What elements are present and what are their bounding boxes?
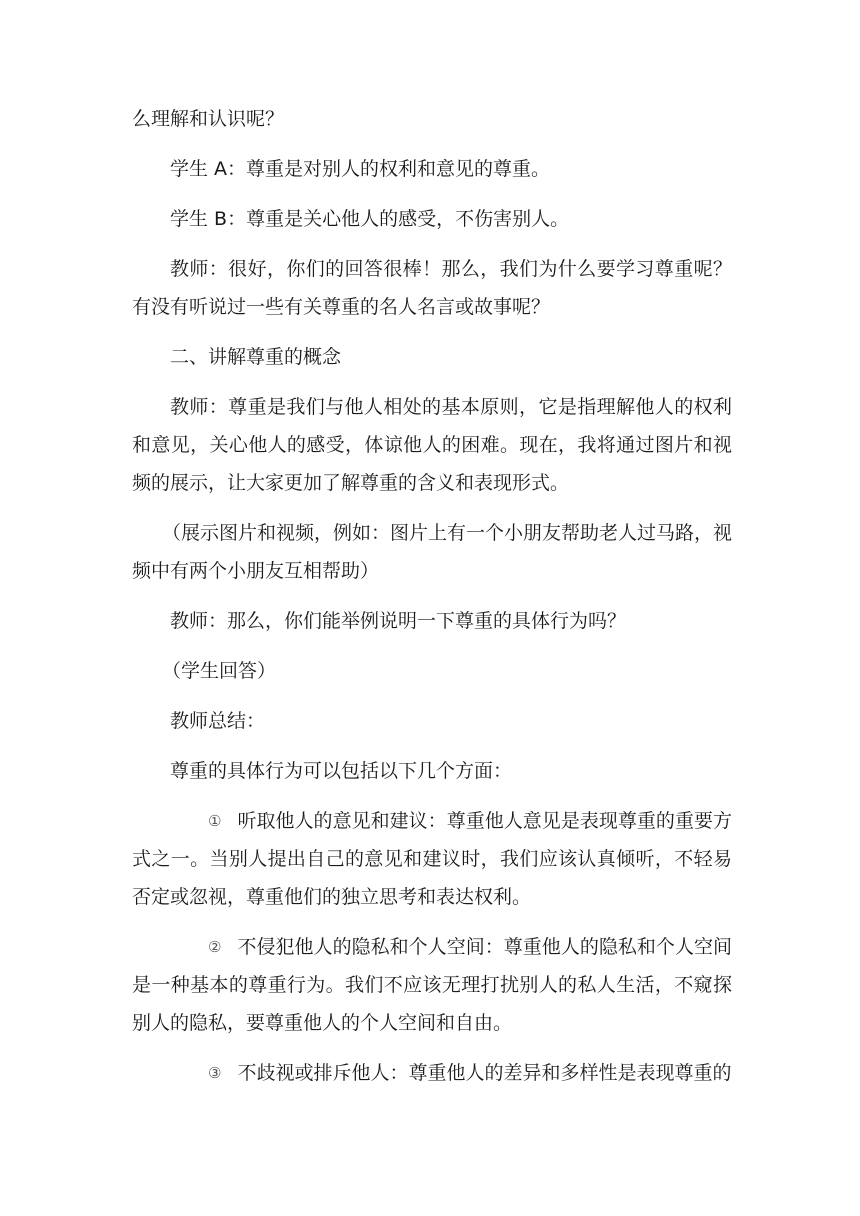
behavior-intro: 尊重的具体行为可以包括以下几个方面： [170, 760, 513, 782]
teacher-explanation: 教师：尊重是我们与他人相处的基本原则，它是指理解他人的权利和意见，关心他人的感受，体谅他人的困难。现在，我将通过图片和视频的展示，让大家更加了解尊重的含义和表现形式。 [132, 396, 732, 494]
document-body [132, 100, 732, 1104]
continuation-paragraph: 么理解和认识呢？ [132, 108, 285, 130]
list-item-text: 不歧视或排斥他人：尊重他人的差异和多样性是表现尊重的 [237, 1062, 732, 1084]
teacher-prompt: 教师：那么，你们能举例说明一下尊重的具体行为吗？ [170, 610, 627, 632]
teacher-question: 教师：很好，你们的回答很棒！那么，我们为什么要学习尊重呢？有没有听说过一些有关尊重的名人名言或故事呢？ [132, 258, 732, 318]
list-item-text: 听取他人的意见和建议：尊重他人意见是表现尊重的重要方式之一。当别人提出自己的意见和建议时，我们应该认真倾听，不轻易否定或忽视，尊重他们的独立思考和表达权利。 [132, 810, 732, 908]
list-marker: ② [208, 938, 222, 956]
media-note: （展示图片和视频，例如：图片上有一个小朋友帮助老人过马路，视频中有两个小朋友互相帮助） [132, 522, 733, 582]
student-a-answer: 学生 A：尊重是对别人的权利和意见的尊重。 [170, 158, 551, 180]
section-heading: 二、讲解尊重的概念 [170, 346, 342, 368]
list-marker: ① [208, 812, 222, 830]
list-marker: ③ [208, 1064, 222, 1082]
student-response-note: （学生回答） [162, 660, 277, 682]
student-b-answer: 学生 B：尊重是关心他人的感受，不伤害别人。 [170, 208, 570, 230]
list-item [132, 802, 732, 916]
teacher-summary-label: 教师总结： [170, 710, 266, 732]
list-item [132, 1054, 732, 1092]
list-item [132, 928, 732, 1042]
list-item-text: 不侵犯他人的隐私和个人空间：尊重他人的隐私和个人空间是一种基本的尊重行为。我们不应该无理打扰别人的私人生活，不窥探别人的隐私，要尊重他人的个人空间和自由。 [132, 936, 732, 1034]
